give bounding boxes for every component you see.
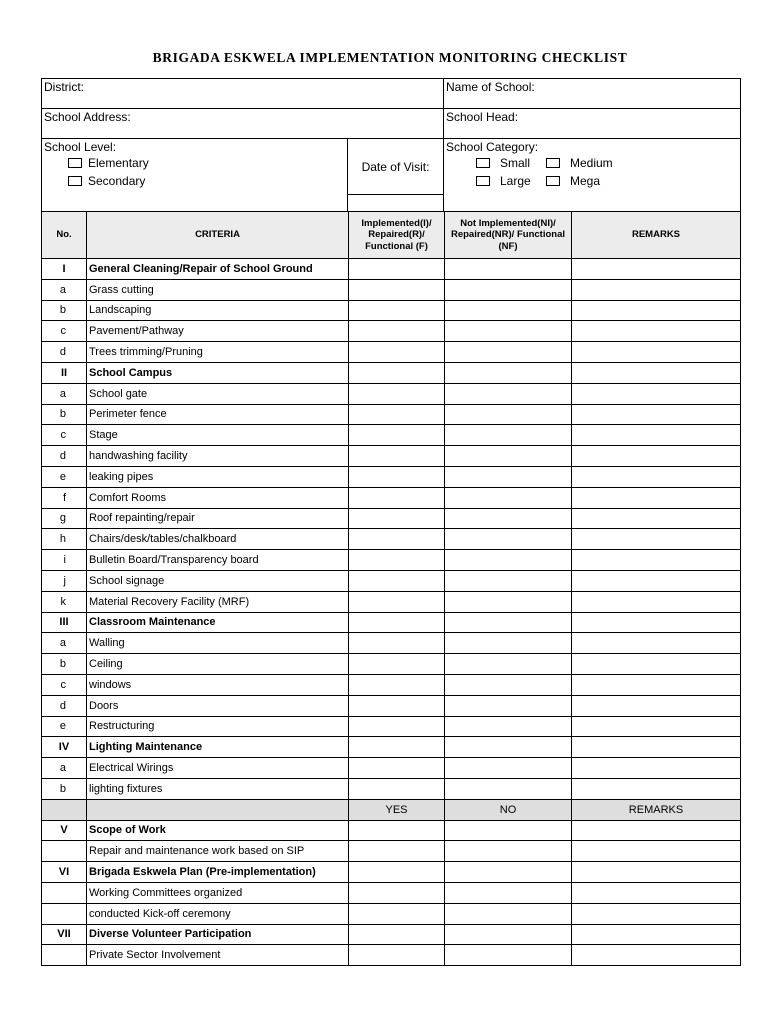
remarks-cell[interactable] <box>572 862 741 883</box>
criteria-text: Trees trimming/Pruning <box>87 342 349 363</box>
remarks-cell[interactable] <box>572 903 741 924</box>
elementary-option: Elementary <box>88 156 149 170</box>
elementary-checkbox[interactable] <box>68 158 82 168</box>
status-cell-2[interactable] <box>445 758 572 779</box>
table-row <box>42 695 741 716</box>
status-cell-2[interactable] <box>445 425 572 446</box>
table-row <box>42 300 741 321</box>
row-number: d <box>42 342 87 363</box>
criteria-text: Lighting Maintenance <box>87 737 349 758</box>
criteria-text: Walling <box>87 633 349 654</box>
yes-no-subheader-row <box>42 799 741 820</box>
status-cell-2[interactable] <box>445 591 572 612</box>
subheader-blank <box>87 799 349 820</box>
remarks-cell[interactable] <box>572 882 741 903</box>
status-cell-2[interactable] <box>445 654 572 675</box>
status-cell-2[interactable] <box>445 300 572 321</box>
status-cell-2[interactable] <box>445 404 572 425</box>
criteria-text: General Cleaning/Repair of School Ground <box>87 259 349 280</box>
criteria-text: Brigada Eskwela Plan (Pre-implementation) <box>87 862 349 883</box>
remarks-header: REMARKS <box>572 212 741 259</box>
criteria-text: handwashing facility <box>87 446 349 467</box>
remarks-cell[interactable] <box>572 529 741 550</box>
row-number: a <box>42 383 87 404</box>
section-row <box>42 612 741 633</box>
criteria-text: Material Recovery Facility (MRF) <box>87 591 349 612</box>
status-cell-2[interactable] <box>445 383 572 404</box>
status-cell-1[interactable] <box>349 903 445 924</box>
criteria-text: Pavement/Pathway <box>87 321 349 342</box>
row-number: a <box>42 279 87 300</box>
status-cell-1[interactable] <box>349 737 445 758</box>
medium-option: Medium <box>570 156 613 170</box>
date-of-visit-label: Date of Visit: <box>361 159 430 174</box>
row-number: V <box>42 820 87 841</box>
table-row <box>42 508 741 529</box>
row-number: b <box>42 778 87 799</box>
criteria-text: Scope of Work <box>87 820 349 841</box>
table-row <box>42 674 741 695</box>
status-cell-2[interactable] <box>445 945 572 966</box>
criteria-text: Working Committees organized <box>87 882 349 903</box>
row-number: i <box>42 550 87 571</box>
status-cell-1[interactable] <box>349 259 445 280</box>
table-row <box>42 487 741 508</box>
criteria-text: Repair and maintenance work based on SIP <box>87 841 349 862</box>
row-number: d <box>42 695 87 716</box>
remarks-cell[interactable] <box>572 466 741 487</box>
criteria-text: Electrical Wirings <box>87 758 349 779</box>
table-row <box>42 570 741 591</box>
secondary-option: Secondary <box>88 174 146 188</box>
criteria-text: Private Sector Involvement <box>87 945 349 966</box>
status-cell-2[interactable] <box>445 259 572 280</box>
school-head-field[interactable] <box>444 109 741 139</box>
criteria-text: Roof repainting/repair <box>87 508 349 529</box>
table-row <box>42 758 741 779</box>
status-cell-1[interactable] <box>349 279 445 300</box>
status-cell-2[interactable] <box>445 321 572 342</box>
remarks-cell[interactable] <box>572 446 741 467</box>
row-number: VII <box>42 924 87 945</box>
status-cell-1[interactable] <box>349 570 445 591</box>
status-cell-1[interactable] <box>349 862 445 883</box>
criteria-text: Bulletin Board/Transparency board <box>87 550 349 571</box>
remarks-cell[interactable] <box>572 300 741 321</box>
section-row <box>42 862 741 883</box>
remarks-cell[interactable] <box>572 383 741 404</box>
mega-checkbox[interactable] <box>546 176 560 186</box>
criteria-text: Ceiling <box>87 654 349 675</box>
criteria-text: Doors <box>87 695 349 716</box>
remarks-cell[interactable] <box>572 570 741 591</box>
status-cell-2[interactable] <box>445 487 572 508</box>
table-row <box>42 945 741 966</box>
remarks-cell[interactable] <box>572 820 741 841</box>
checklist-table <box>41 211 741 966</box>
status-cell-1[interactable] <box>349 550 445 571</box>
school-head-label: School Head: <box>446 110 519 124</box>
status-cell-1[interactable] <box>349 508 445 529</box>
school-address-label: School Address: <box>44 110 131 124</box>
remarks-cell[interactable] <box>572 425 741 446</box>
criteria-text: lighting fixtures <box>87 778 349 799</box>
criteria-text: Perimeter fence <box>87 404 349 425</box>
table-row <box>42 716 741 737</box>
row-number: c <box>42 321 87 342</box>
criteria-text: Grass cutting <box>87 279 349 300</box>
status-cell-1[interactable] <box>349 633 445 654</box>
status-cell-2[interactable] <box>445 279 572 300</box>
criteria-text: windows <box>87 674 349 695</box>
row-number: c <box>42 674 87 695</box>
status-cell-2[interactable] <box>445 882 572 903</box>
yes-header: YES <box>349 799 445 820</box>
status-cell-2[interactable] <box>445 362 572 383</box>
table-row <box>42 841 741 862</box>
row-number: b <box>42 300 87 321</box>
status-cell-1[interactable] <box>349 362 445 383</box>
remarks-cell[interactable] <box>572 508 741 529</box>
status-cell-1[interactable] <box>349 716 445 737</box>
status-cell-1[interactable] <box>349 342 445 363</box>
school-category-label: School Category: <box>446 140 539 154</box>
status-cell-2[interactable] <box>445 862 572 883</box>
table-row <box>42 404 741 425</box>
criteria-text: School Campus <box>87 362 349 383</box>
criteria-text: Restructuring <box>87 716 349 737</box>
status-cell-1[interactable] <box>349 466 445 487</box>
criteria-header: CRITERIA <box>87 212 349 259</box>
section-row <box>42 924 741 945</box>
table-row <box>42 633 741 654</box>
remarks-cell[interactable] <box>572 778 741 799</box>
status-cell-2[interactable] <box>445 529 572 550</box>
no-header: No. <box>42 212 87 259</box>
school-info-table <box>41 78 741 232</box>
status-cell-2[interactable] <box>445 737 572 758</box>
row-number: c <box>42 425 87 446</box>
row-number <box>42 882 87 903</box>
status-cell-1[interactable] <box>349 446 445 467</box>
remarks-cell[interactable] <box>572 591 741 612</box>
remarks-cell[interactable] <box>572 487 741 508</box>
table-row <box>42 654 741 675</box>
row-number: a <box>42 758 87 779</box>
large-checkbox[interactable] <box>476 176 490 186</box>
table-row <box>42 446 741 467</box>
table-row <box>42 466 741 487</box>
remarks-cell[interactable] <box>572 342 741 363</box>
remarks-cell[interactable] <box>572 279 741 300</box>
district-field[interactable] <box>42 79 444 109</box>
row-number: f <box>42 487 87 508</box>
row-number: h <box>42 529 87 550</box>
criteria-text: Diverse Volunteer Participation <box>87 924 349 945</box>
status-cell-1[interactable] <box>349 404 445 425</box>
section-row <box>42 737 741 758</box>
row-number <box>42 841 87 862</box>
table-row <box>42 342 741 363</box>
remarks-cell[interactable] <box>572 321 741 342</box>
row-number: d <box>42 446 87 467</box>
row-number: e <box>42 716 87 737</box>
criteria-text: School gate <box>87 383 349 404</box>
criteria-text: Landscaping <box>87 300 349 321</box>
remarks-cell[interactable] <box>572 404 741 425</box>
row-number: g <box>42 508 87 529</box>
status-cell-1[interactable] <box>349 300 445 321</box>
status-cell-1[interactable] <box>349 820 445 841</box>
status-cell-1[interactable] <box>349 758 445 779</box>
not-implemented-header: Not Implemented(NI)/ Repaired(NR)/ Functional (NF) <box>445 212 572 259</box>
date-of-visit-label-cell <box>348 139 444 195</box>
table-row <box>42 591 741 612</box>
small-checkbox[interactable] <box>476 158 490 168</box>
implemented-header: Implemented(I)/ Repaired(R)/ Functional (F) <box>349 212 445 259</box>
criteria-text: School signage <box>87 570 349 591</box>
status-cell-2[interactable] <box>445 695 572 716</box>
status-cell-2[interactable] <box>445 550 572 571</box>
table-row <box>42 778 741 799</box>
status-cell-2[interactable] <box>445 342 572 363</box>
table-row <box>42 279 741 300</box>
section-row <box>42 362 741 383</box>
small-option: Small <box>500 156 531 170</box>
status-cell-2[interactable] <box>445 508 572 529</box>
name-of-school-field[interactable] <box>444 79 741 109</box>
status-cell-1[interactable] <box>349 383 445 404</box>
criteria-text: leaking pipes <box>87 466 349 487</box>
row-number: b <box>42 404 87 425</box>
checklist-header-row <box>42 212 741 259</box>
section-row <box>42 820 741 841</box>
table-row <box>42 383 741 404</box>
status-cell-2[interactable] <box>445 820 572 841</box>
row-number: VI <box>42 862 87 883</box>
status-cell-1[interactable] <box>349 654 445 675</box>
status-cell-2[interactable] <box>445 612 572 633</box>
status-cell-1[interactable] <box>349 612 445 633</box>
row-number: e <box>42 466 87 487</box>
mega-option: Mega <box>570 174 601 188</box>
table-row <box>42 321 741 342</box>
status-cell-2[interactable] <box>445 841 572 862</box>
status-cell-2[interactable] <box>445 716 572 737</box>
status-cell-1[interactable] <box>349 695 445 716</box>
row-number <box>42 945 87 966</box>
school-level-label: School Level: <box>44 140 117 154</box>
status-cell-1[interactable] <box>349 591 445 612</box>
status-cell-1[interactable] <box>349 945 445 966</box>
criteria-text: Comfort Rooms <box>87 487 349 508</box>
form-title: BRIGADA ESKWELA IMPLEMENTATION MONITORING CHECKLIST <box>152 50 628 65</box>
remarks-subheader: REMARKS <box>572 799 741 820</box>
row-number: IV <box>42 737 87 758</box>
status-cell-1[interactable] <box>349 924 445 945</box>
status-cell-1[interactable] <box>349 674 445 695</box>
secondary-checkbox[interactable] <box>68 176 82 186</box>
remarks-cell[interactable] <box>572 924 741 945</box>
section-row <box>42 259 741 280</box>
table-row <box>42 903 741 924</box>
row-number: a <box>42 633 87 654</box>
criteria-text: Stage <box>87 425 349 446</box>
table-row <box>42 425 741 446</box>
status-cell-1[interactable] <box>349 778 445 799</box>
table-row <box>42 550 741 571</box>
remarks-cell[interactable] <box>572 259 741 280</box>
status-cell-2[interactable] <box>445 924 572 945</box>
status-cell-2[interactable] <box>445 903 572 924</box>
criteria-text: conducted Kick-off ceremony <box>87 903 349 924</box>
status-cell-1[interactable] <box>349 529 445 550</box>
remarks-cell[interactable] <box>572 612 741 633</box>
row-number: III <box>42 612 87 633</box>
status-cell-1[interactable] <box>349 487 445 508</box>
status-cell-2[interactable] <box>445 778 572 799</box>
status-cell-2[interactable] <box>445 674 572 695</box>
status-cell-1[interactable] <box>349 841 445 862</box>
criteria-text: Classroom Maintenance <box>87 612 349 633</box>
row-number: j <box>42 570 87 591</box>
status-cell-2[interactable] <box>445 466 572 487</box>
status-cell-2[interactable] <box>445 570 572 591</box>
remarks-cell[interactable] <box>572 737 741 758</box>
row-number: b <box>42 654 87 675</box>
table-row <box>42 882 741 903</box>
remarks-cell[interactable] <box>572 550 741 571</box>
no-answer-header: NO <box>445 799 572 820</box>
row-number: k <box>42 591 87 612</box>
row-number <box>42 903 87 924</box>
remarks-cell[interactable] <box>572 716 741 737</box>
remarks-cell[interactable] <box>572 674 741 695</box>
remarks-cell[interactable] <box>572 841 741 862</box>
status-cell-1[interactable] <box>349 425 445 446</box>
remarks-cell[interactable] <box>572 633 741 654</box>
remarks-cell[interactable] <box>572 945 741 966</box>
district-label: District: <box>44 80 84 94</box>
status-cell-1[interactable] <box>349 321 445 342</box>
medium-checkbox[interactable] <box>546 158 560 168</box>
remarks-cell[interactable] <box>572 758 741 779</box>
row-number: I <box>42 259 87 280</box>
remarks-cell[interactable] <box>572 654 741 675</box>
remarks-cell[interactable] <box>572 695 741 716</box>
status-cell-2[interactable] <box>445 633 572 654</box>
row-number: II <box>42 362 87 383</box>
school-address-field[interactable] <box>42 109 444 139</box>
criteria-text: Chairs/desk/tables/chalkboard <box>87 529 349 550</box>
large-option: Large <box>500 174 531 188</box>
remarks-cell[interactable] <box>572 362 741 383</box>
status-cell-2[interactable] <box>445 446 572 467</box>
status-cell-1[interactable] <box>349 882 445 903</box>
subheader-blank <box>42 799 87 820</box>
table-row <box>42 529 741 550</box>
name-of-school-label: Name of School: <box>446 80 535 94</box>
